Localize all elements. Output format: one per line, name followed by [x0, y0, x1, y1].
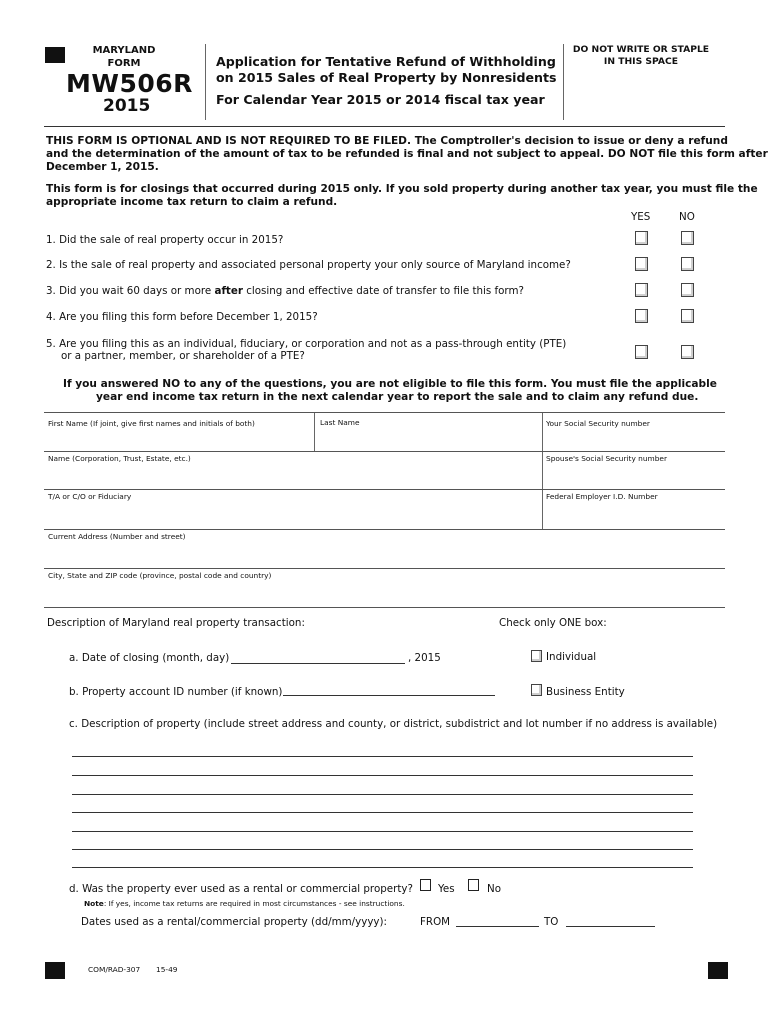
- property-description-line-6[interactable]: [72, 849, 693, 850]
- do-not-write-line1: DO NOT WRITE OR STAPLE: [572, 44, 710, 55]
- rental-to-label: TO: [544, 916, 559, 928]
- grid-divider-ssn: [542, 413, 543, 529]
- rental-yes-checkbox[interactable]: [420, 879, 431, 891]
- maryland-label: MARYLAND: [92, 45, 156, 56]
- last-name-field[interactable]: [316, 430, 540, 450]
- corner-mark-top-left: [45, 47, 65, 63]
- grid-rule-5: [44, 568, 725, 569]
- fein-label: Federal Employer I.D. Number: [546, 492, 658, 501]
- rental-from-label: FROM: [420, 916, 451, 928]
- header-divider-right: [563, 44, 564, 120]
- form-title-line1: Application for Tentative Refund of Withholding: [216, 54, 556, 69]
- footer-form-number: 15-49: [156, 965, 178, 974]
- last-name-label: Last Name: [320, 418, 360, 427]
- optional-notice-line2: and the determination of the amount of tax to be refunded is final and not subject to appeal. DO NOT file this form after: [46, 148, 768, 160]
- date-of-closing-label: a. Date of closing (month, day): [69, 652, 230, 664]
- yes-column-header: YES: [631, 211, 651, 223]
- closings-notice-line2: appropriate income tax return to claim a refund.: [46, 196, 338, 208]
- property-description-line-2[interactable]: [72, 775, 693, 776]
- rental-to-input[interactable]: [566, 926, 655, 927]
- grid-rule-3: [44, 489, 725, 490]
- rental-from-input[interactable]: [456, 926, 539, 927]
- question-3-text-end: closing and effective date of transfer to file this form?: [242, 285, 524, 297]
- rental-note: [84, 899, 405, 908]
- question-4: 4. Are you filing this form before December 1, 2015?: [46, 311, 318, 323]
- rental-yes-label: Yes: [438, 883, 455, 895]
- q2-no-checkbox[interactable]: [681, 257, 694, 271]
- ineligible-warning-line2: year end income tax return in the next calendar year to report the sale and to claim any refund due.: [96, 391, 699, 403]
- corporation-name-label: Name (Corporation, Trust, Estate, etc.): [48, 454, 191, 463]
- rental-note-label: Note: [84, 899, 104, 908]
- optional-notice-line1: THIS FORM IS OPTIONAL AND IS NOT REQUIRED TO BE FILED. The Comptroller's decision to issue or deny a refund: [46, 135, 728, 147]
- q1-no-checkbox[interactable]: [681, 231, 694, 245]
- corner-mark-bottom-right: [708, 962, 728, 979]
- first-name-field[interactable]: [44, 430, 312, 450]
- q5-yes-checkbox[interactable]: [635, 345, 648, 359]
- q4-yes-checkbox[interactable]: [635, 309, 648, 323]
- date-of-closing-year: , 2015: [408, 652, 441, 664]
- q2-yes-checkbox[interactable]: [635, 257, 648, 271]
- form-year: 2015: [103, 96, 151, 116]
- grid-rule-6: [44, 607, 725, 608]
- grid-rule-1: [44, 412, 725, 413]
- city-state-zip-field[interactable]: [44, 583, 724, 606]
- property-description-line-7[interactable]: [72, 867, 693, 868]
- ineligible-warning-line1: If you answered NO to any of the questions, you are not eligible to file this form. You must file the applicable: [63, 378, 717, 390]
- current-address-field[interactable]: [44, 544, 724, 567]
- form-subtitle: For Calendar Year 2015 or 2014 fiscal tax year: [216, 92, 545, 107]
- question-3-emphasis: after: [214, 285, 243, 297]
- question-3-text-start: 3. Did you wait 60 days or more: [46, 285, 215, 297]
- q4-no-checkbox[interactable]: [681, 309, 694, 323]
- grid-divider-lastname: [314, 413, 315, 451]
- transaction-heading: Description of Maryland real property transaction:: [47, 617, 305, 629]
- individual-checkbox[interactable]: [531, 650, 542, 662]
- business-entity-checkbox[interactable]: [531, 684, 542, 696]
- rental-dates-label: Dates used as a rental/commercial property (dd/mm/yyyy):: [81, 916, 387, 928]
- rental-no-label: No: [487, 883, 502, 895]
- rental-note-text: : If yes, income tax returns are required in most circumstances - see instructions.: [103, 899, 405, 908]
- property-description-line-5[interactable]: [72, 831, 693, 832]
- property-description-line-4[interactable]: [72, 812, 693, 813]
- form-word: FORM: [107, 58, 141, 69]
- ssn-label: Your Social Security number: [546, 419, 650, 428]
- q3-yes-checkbox[interactable]: [635, 283, 648, 297]
- question-1: 1. Did the sale of real property occur in 2015?: [46, 234, 284, 246]
- q5-no-checkbox[interactable]: [681, 345, 694, 359]
- question-5-line2: or a partner, member, or shareholder of a PTE?: [61, 350, 305, 362]
- grid-rule-2: [44, 451, 725, 452]
- property-description-line-1[interactable]: [72, 756, 693, 757]
- spouse-ssn-field[interactable]: [544, 466, 724, 488]
- property-account-id-input[interactable]: [283, 695, 495, 696]
- spouse-ssn-label: Spouse's Social Security number: [546, 454, 668, 463]
- grid-rule-4: [44, 529, 725, 530]
- corner-mark-bottom-left: [45, 962, 65, 979]
- fein-field[interactable]: [544, 504, 724, 528]
- footer-form-code: COM/RAD-307: [88, 965, 141, 974]
- corporation-name-field[interactable]: [44, 466, 540, 488]
- rental-question-label: d. Was the property ever used as a rental or commercial property?: [69, 883, 413, 895]
- do-not-write-line2: IN THIS SPACE: [603, 56, 679, 67]
- question-5-line1: 5. Are you filing this as an individual, fiduciary, or corporation and not as a pass-through entity (PTE): [46, 338, 567, 350]
- header-divider-left: [205, 44, 206, 120]
- form-title-line2: on 2015 Sales of Real Property by Nonresidents: [216, 70, 557, 85]
- q1-yes-checkbox[interactable]: [635, 231, 648, 245]
- header-rule: [44, 126, 725, 127]
- individual-label: Individual: [546, 651, 597, 663]
- optional-notice-line3: December 1, 2015.: [46, 161, 159, 173]
- closings-notice-line1: This form is for closings that occurred during 2015 only. If you sold property during another tax year, you must file the: [46, 183, 758, 195]
- property-account-id-label: b. Property account ID number (if known): [69, 686, 283, 698]
- ssn-field[interactable]: [544, 430, 724, 450]
- property-description-label: c. Description of property (include street address and county, or district, subdistrict and lot number if no address is available): [69, 718, 718, 730]
- ta-co-fiduciary-label: T/A or C/O or Fiduciary: [48, 492, 132, 501]
- city-state-zip-label: City, State and ZIP code (province, postal code and country): [48, 571, 272, 580]
- no-column-header: NO: [679, 211, 695, 223]
- business-entity-label: Business Entity: [546, 686, 625, 698]
- first-name-label: First Name (If joint, give first names and initials of both): [48, 419, 255, 428]
- form-code: MW506R: [66, 69, 193, 98]
- ta-co-fiduciary-field[interactable]: [44, 504, 540, 528]
- rental-no-checkbox[interactable]: [468, 879, 479, 891]
- date-of-closing-input[interactable]: [231, 663, 405, 664]
- property-description-line-3[interactable]: [72, 794, 693, 795]
- check-one-label: Check only ONE box:: [499, 617, 607, 629]
- question-3: [46, 285, 524, 297]
- current-address-label: Current Address (Number and street): [48, 532, 186, 541]
- question-2: 2. Is the sale of real property and associated personal property your only source of Maryland income?: [46, 259, 571, 271]
- q3-no-checkbox[interactable]: [681, 283, 694, 297]
